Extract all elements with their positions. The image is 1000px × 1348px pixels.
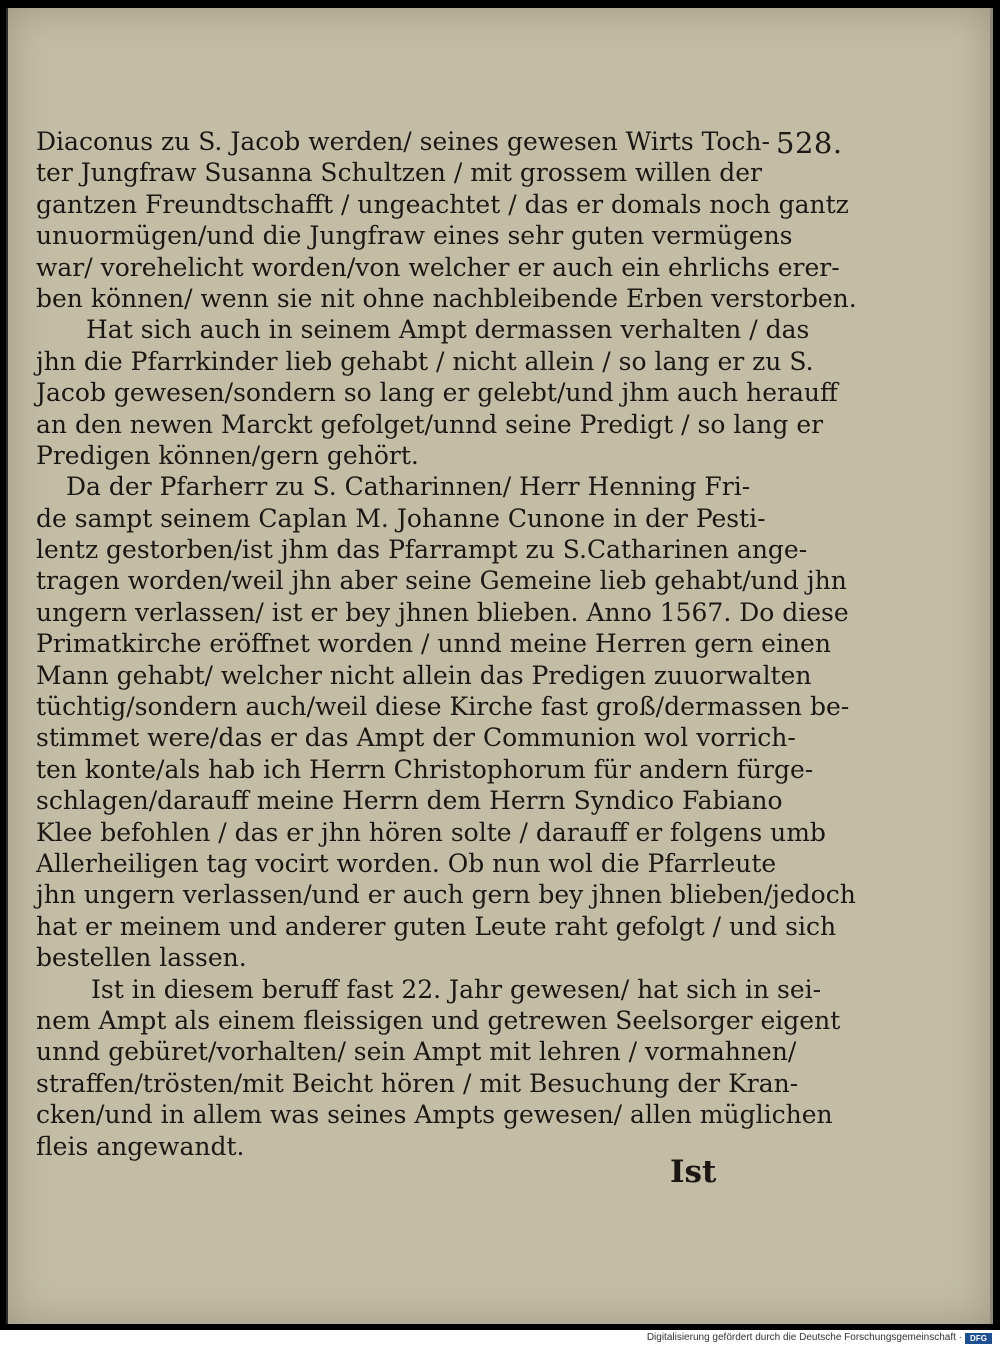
text-line: ter Jungfraw Susanna Schultzen / mit grossem willen der (36, 158, 762, 188)
text-line: ten konte/als hab ich Herrn Christophorum für andern fürge- (36, 754, 814, 784)
text-line: Predigen können/gern gehört. (36, 440, 419, 470)
dfg-logo-icon: DFG (965, 1333, 992, 1344)
text-line: an den newen Marckt gefolget/unnd seine Predigt / so lang er (36, 409, 824, 439)
text-line: schlagen/darauff meine Herrn dem Herrn Syndico Fabiano (36, 786, 783, 816)
text-line: Hat sich auch in seinem Ampt dermassen verhalten / das (86, 315, 810, 345)
catchword: Ist (670, 1154, 717, 1190)
text-line: stimmet were/das er das Ampt der Communion wol vorrich- (36, 723, 796, 753)
text-line: Primatkirche eröffnet worden / unnd meine Herren gern einen (36, 629, 831, 659)
text-line: nem Ampt als einem fleissigen und getrewen Seelsorger eigent (36, 1005, 841, 1035)
text-line: ungern verlassen/ ist er bey jhnen blieben. Anno 1567. Do diese (36, 597, 849, 627)
text-line: Allerheiligen tag vocirt worden. Ob nun wol die Pfarrleute (36, 848, 777, 878)
text-line: unnd gebüret/vorhalten/ sein Ampt mit lehren / vormahnen/ (36, 1037, 797, 1067)
funding-credit: Digitalisierung gefördert durch die Deutsche Forschungsgemeinschaft · (646, 1332, 962, 1343)
text-line: tüchtig/sondern auch/weil diese Kirche fast groß/dermassen be- (36, 692, 850, 722)
text-line: jhn ungern verlassen/und er auch gern bey jhnen blieben/jedoch (36, 880, 856, 910)
text-line: cken/und in allem was seines Ampts gewesen/ allen müglichen (36, 1100, 833, 1130)
text-line: straffen/trösten/mit Beicht hören / mit Besuchung der Kran- (36, 1068, 799, 1098)
text-line: Da der Pfarherr zu S. Catharinnen/ Herr Henning Fri- (66, 472, 751, 502)
text-line: Ist in diesem beruff fast 22. Jahr gewesen/ hat sich in sei- (91, 974, 822, 1004)
text-line: Klee befohlen / das er jhn hören solte / darauff er folgens umb (36, 817, 826, 847)
text-line: de sampt seinem Caplan M. Johanne Cunone in der Pesti- (36, 503, 766, 533)
text-line: jhn die Pfarrkinder lieb gehabt / nicht allein / so lang er zu S. (36, 346, 814, 376)
text-line: gantzen Freundtschafft / ungeachtet / das er domals noch gantz (36, 189, 849, 219)
page-number: 528. (776, 126, 843, 160)
text-line: Mann gehabt/ welcher nicht allein das Predigen zuuorwalten (36, 660, 812, 690)
text-line: ben können/ wenn sie nit ohne nachbleibende Erben verstorben. (36, 283, 857, 313)
text-line: tragen worden/weil jhn aber seine Gemeine lieb gehabt/und jhn (36, 566, 847, 596)
text-line: Jacob gewesen/sondern so lang er gelebt/und jhm auch herauff (36, 378, 838, 408)
text-line: war/ vorehelicht worden/von welcher er auch ein ehrlichs erer- (36, 252, 840, 282)
text-line: unuormügen/und die Jungfraw eines sehr guten vermügens (36, 221, 793, 251)
text-line: bestellen lassen. (36, 943, 247, 973)
text-line: lentz gestorben/ist jhm das Pfarrampt zu S.Catharinen ange- (36, 535, 808, 565)
book-page (6, 8, 993, 1324)
footer-bar (0, 1330, 1000, 1348)
text-line: hat er meinem und anderer guten Leute raht gefolgt / und sich (36, 911, 837, 941)
text-line: fleis angewandt. (36, 1131, 245, 1161)
text-line: Diaconus zu S. Jacob werden/ seines gewesen Wirts Toch- (36, 127, 770, 156)
